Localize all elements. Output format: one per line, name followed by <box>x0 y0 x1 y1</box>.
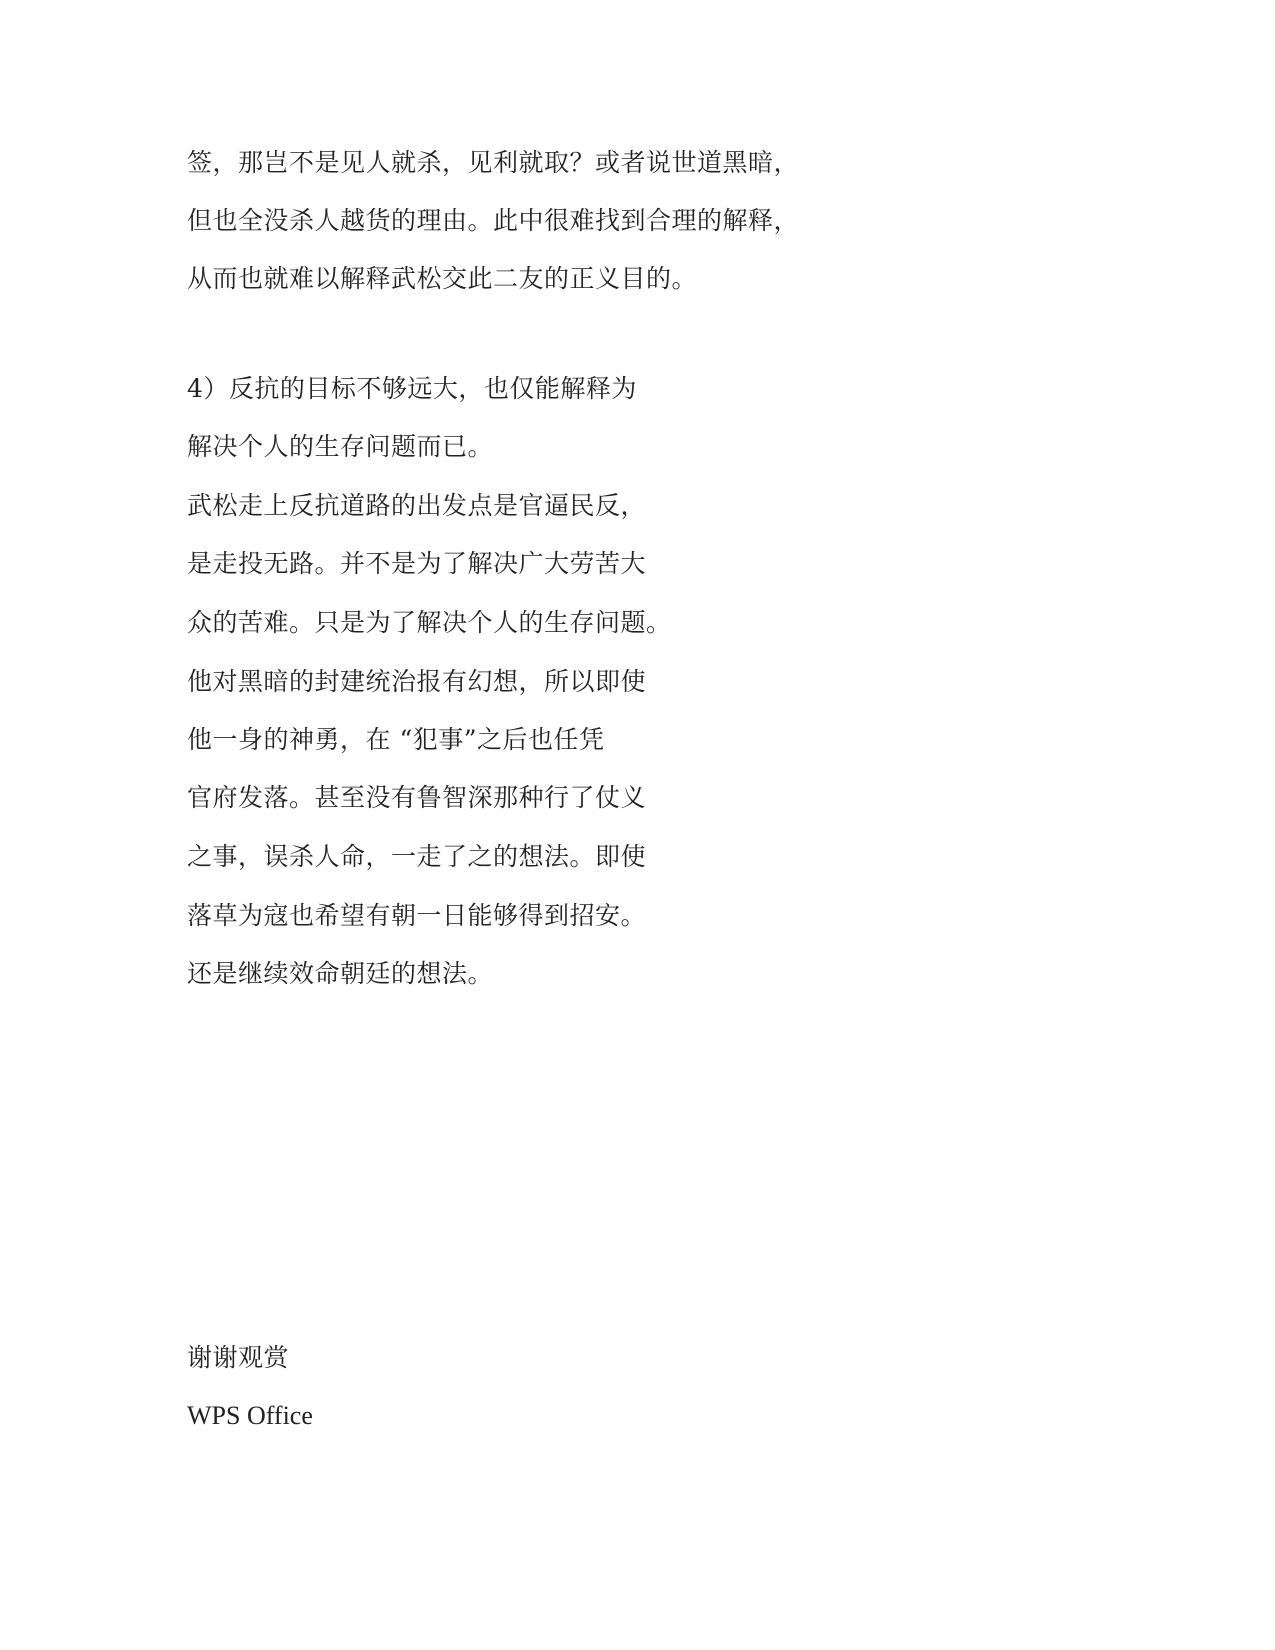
brand-text: WPS Office <box>187 1401 313 1430</box>
text-line: 众的苦难。只是为了解决个人的生存问题。 <box>187 608 672 637</box>
text-line: 官府发落。甚至没有鲁智深那种行了仗义 <box>187 783 647 812</box>
text-line: 签，那岂不是见人就杀，见利就取？或者说世道黑暗， <box>187 148 800 177</box>
text-line: 他一身的神勇，在 “犯事”之后也任凭 <box>187 725 605 754</box>
text-line: 但也全没杀人越货的理由。此中很难找到合理的解释， <box>187 206 800 235</box>
section-heading-line: 解决个人的生存问题而已。 <box>187 432 494 461</box>
text-line: 武松走上反抗道路的出发点是官逼民反， <box>187 491 647 520</box>
text-line: 还是继续效命朝廷的想法。 <box>187 959 494 988</box>
thanks-text: 谢谢观赏 <box>187 1343 290 1372</box>
text-line: 是走投无路。并不是为了解决广大劳苦大 <box>187 549 647 578</box>
text-line: 落草为寇也希望有朝一日能够得到招安。 <box>187 901 647 930</box>
section-heading-line: 4）反抗的目标不够远大，也仅能解释为 <box>187 374 637 403</box>
text-line: 从而也就难以解释武松交此二友的正义目的。 <box>187 264 698 293</box>
text-line: 之事，误杀人命，一走了之的想法。即使 <box>187 842 647 871</box>
text-line: 他对黑暗的封建统治报有幻想，所以即使 <box>187 667 647 696</box>
